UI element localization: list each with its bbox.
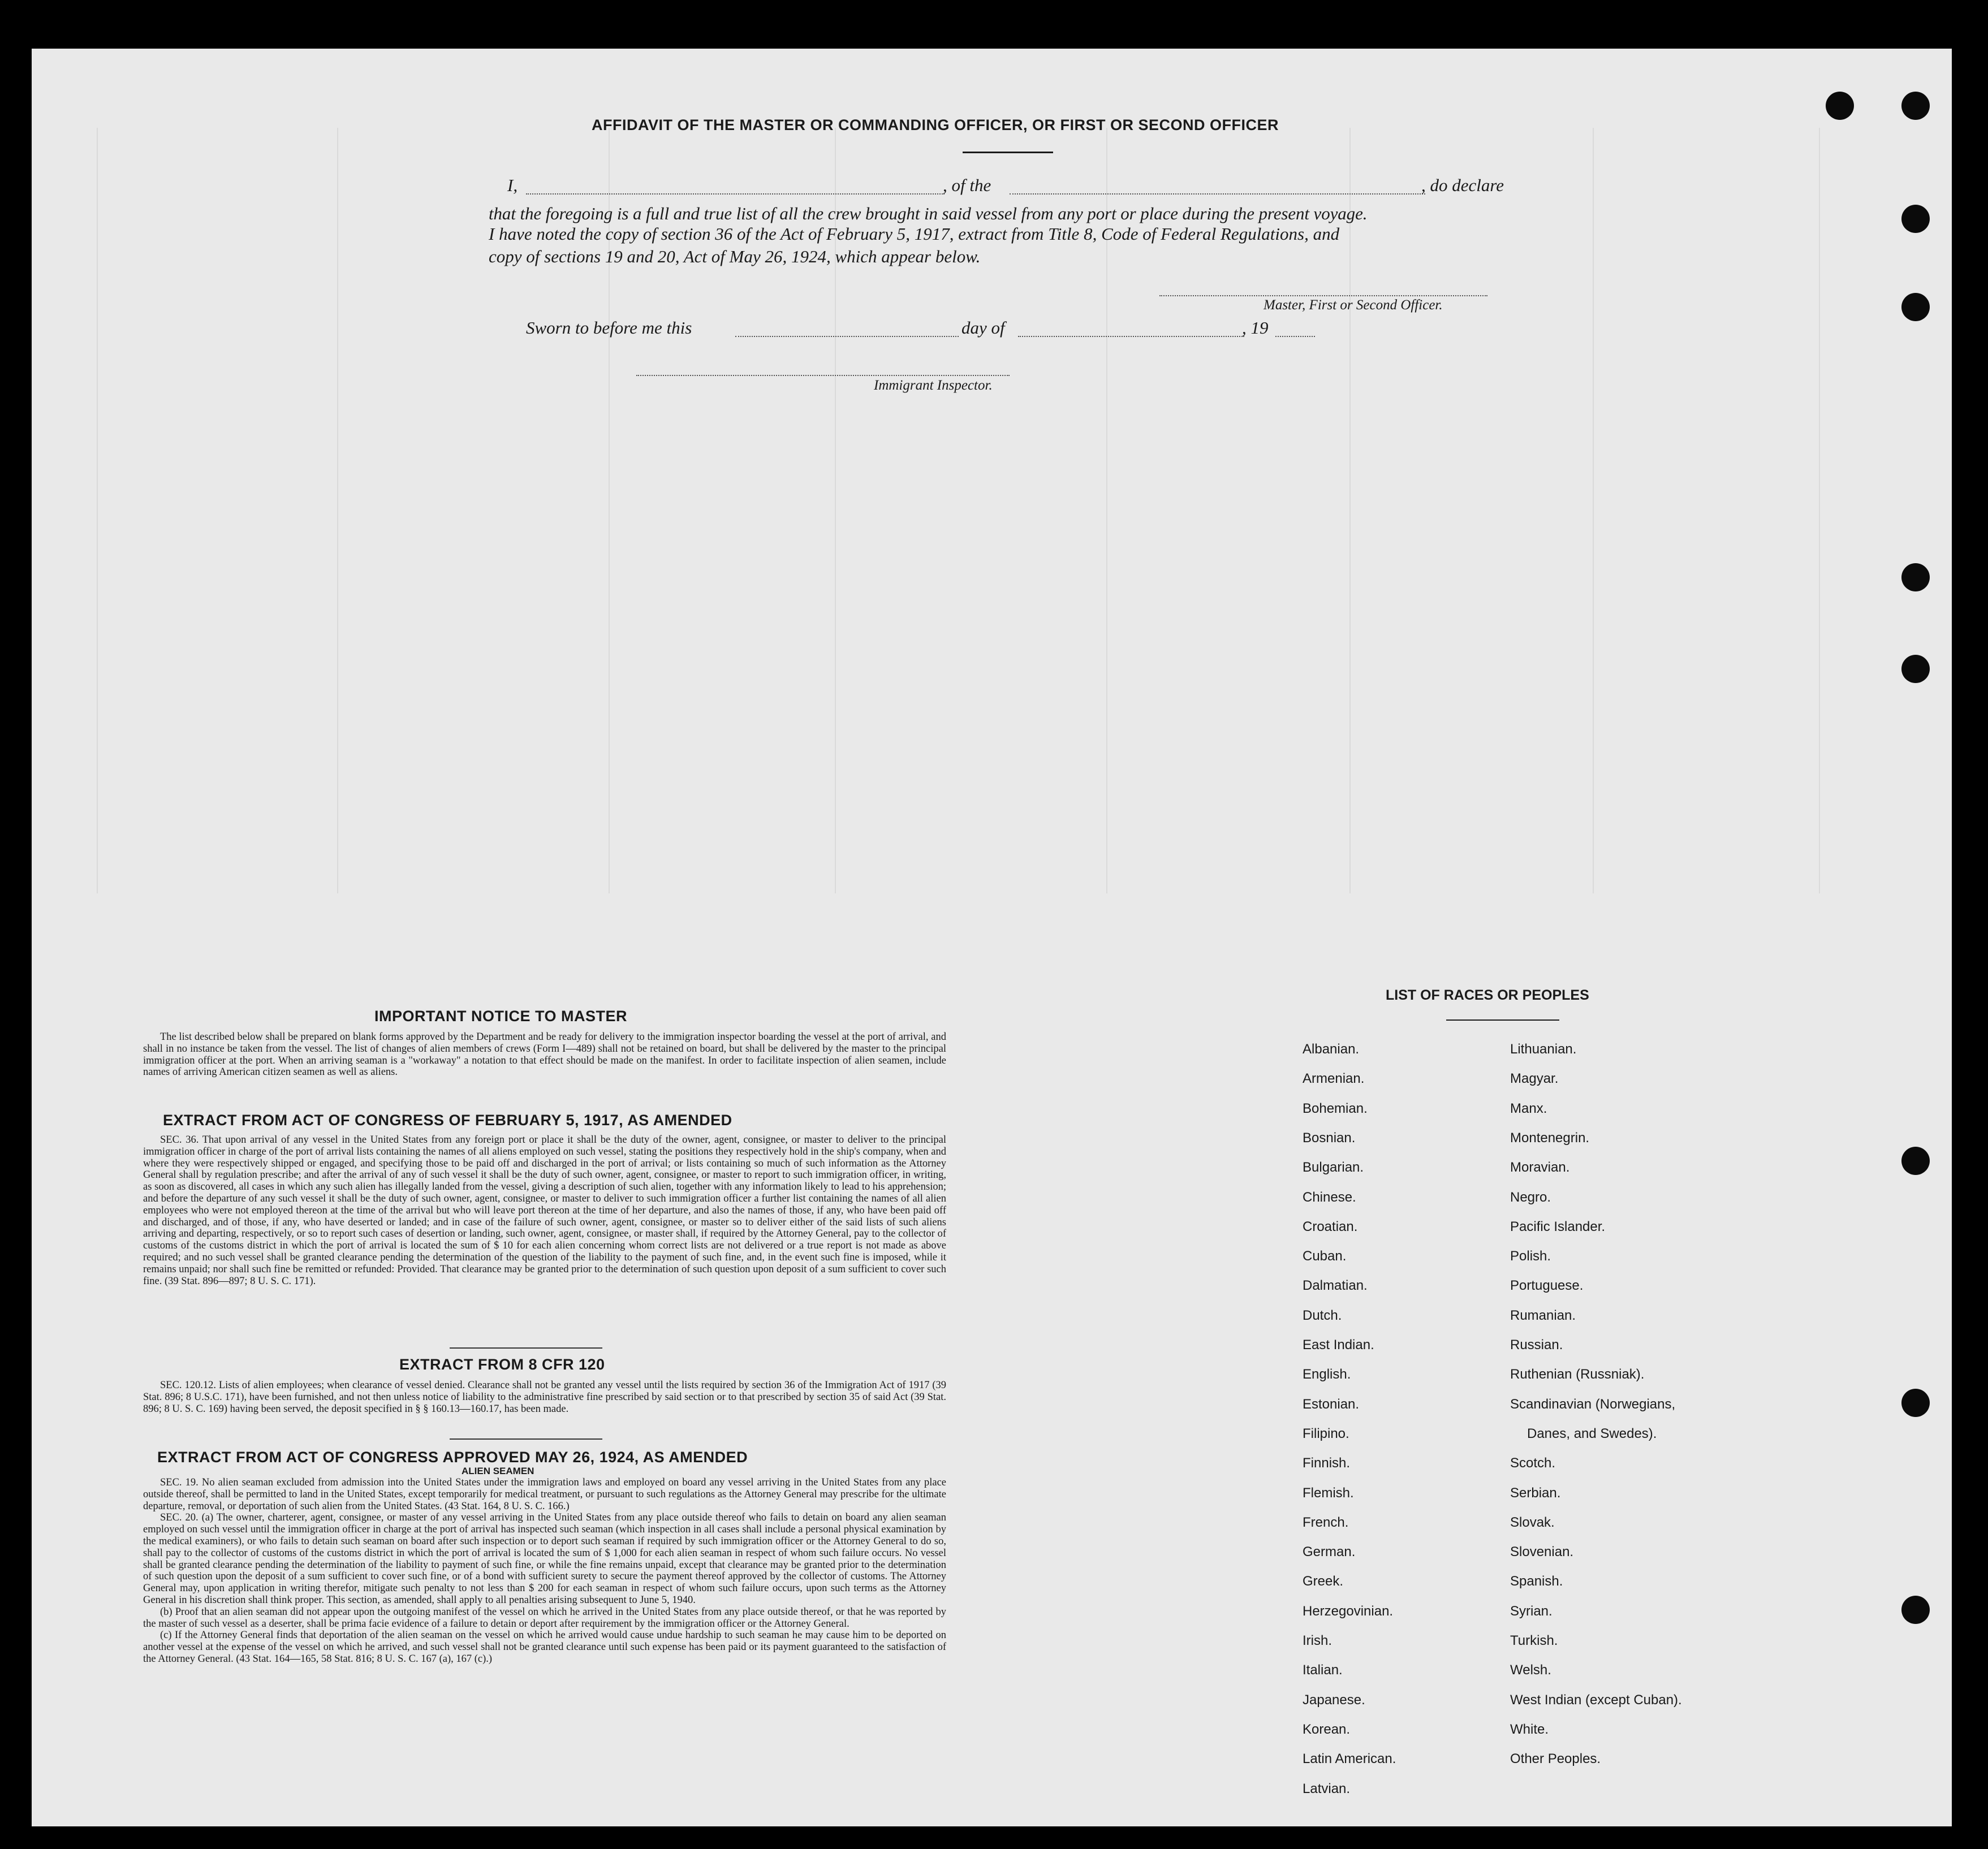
race-entry: Bulgarian.	[1303, 1160, 1364, 1176]
race-entry: Finnish.	[1303, 1455, 1351, 1471]
race-entry: Latin American.	[1303, 1751, 1396, 1767]
race-entry: Lithuanian.	[1510, 1042, 1577, 1057]
affidavit-title: AFFIDAVIT OF THE MASTER OR COMMANDING OFFICER, OR FIRST OR SECOND OFFICER	[592, 116, 1279, 133]
race-entry: Montenegrin.	[1510, 1130, 1590, 1146]
race-entry: Chinese.	[1303, 1189, 1356, 1205]
race-entry: Slovenian.	[1510, 1544, 1574, 1560]
race-entry: Croatian.	[1303, 1219, 1358, 1234]
race-entry: Italian.	[1303, 1662, 1343, 1678]
race-entry: German.	[1303, 1544, 1356, 1560]
inspector-signature-field[interactable]	[636, 375, 1010, 376]
race-entry: Magyar.	[1510, 1071, 1559, 1087]
punch-hole	[1901, 1596, 1930, 1624]
race-entry: Moravian.	[1510, 1160, 1570, 1176]
section-divider	[450, 1347, 602, 1349]
sworn-day-of: day of	[961, 318, 1005, 338]
declarant-name-field[interactable]	[526, 193, 945, 195]
race-entry: Manx.	[1510, 1100, 1547, 1116]
races-title: LIST OF RACES OR PEOPLES	[1386, 987, 1589, 1003]
notice-title: IMPORTANT NOTICE TO MASTER	[374, 1008, 627, 1025]
inspector-label: Immigrant Inspector.	[874, 378, 993, 393]
race-entry: Slovak.	[1510, 1514, 1555, 1530]
race-entry: Negro.	[1510, 1189, 1551, 1205]
notice-text	[143, 1031, 946, 1078]
sworn-year-prefix: , 19	[1242, 318, 1269, 338]
extract-1924-title: EXTRACT FROM ACT OF CONGRESS APPROVED MAY 26, 1924, AS AMENDED	[157, 1449, 748, 1466]
master-signature-field[interactable]	[1159, 295, 1487, 296]
notice-paragraph: The list described below shall be prepared on blank forms approved by the Department and be ready for delivery to the immigration inspector boarding the vessel at the port of arrival, and shall in no instance be taken from the vessel. The list of changes of alien members of crews (Form I—489) shall not be retained on board, but shall be delivered by the master to the principal immigration officer at the port. When an arriving seaman is a "workaway" a notation to that effect should be made on the manifest. In order to facilitate inspection of alien seamen, include names of arriving American citizen seamen as well as aliens.	[143, 1031, 946, 1078]
ghost-column-line	[337, 128, 338, 893]
punch-hole	[1901, 293, 1930, 321]
vessel-prefix: , of the	[943, 175, 991, 195]
race-entry: White.	[1510, 1721, 1549, 1737]
sec-20c-paragraph: (c) If the Attorney General finds that deportation of the alien seaman on the vessel on which he arrived would cause undue hardship to such seaman he may cause him to be deported on another vessel at the expense of the vessel on which he arrived, and such vessel shall not be granted clearance until such expense has been paid or its payment guaranteed to the satisfaction of the Attorney General. (43 Stat. 164—165, 58 Stat. 816; 8 U. S. C. 167 (a), 167 (c).)	[143, 1630, 946, 1665]
race-entry: Polish.	[1510, 1248, 1551, 1264]
affidavit-line-3: I have noted the copy of section 36 of the Act of February 5, 1917, extract from Title 8, Code of Federal Regulations, and	[489, 224, 1340, 244]
race-entry: Welsh.	[1510, 1662, 1551, 1678]
sworn-text: Sworn to before me this	[526, 318, 692, 338]
race-entry: English.	[1303, 1367, 1351, 1383]
sec-36-paragraph: SEC. 36. That upon arrival of any vessel in the United States from any foreign port or place it shall be the duty of the owner, agent, consignee, or master to deliver to the principal immigration officer in charge of the port of arrival lists containing the names of all aliens employed on such vessel, stating the positions they respectively hold in the ship's company, when and where they were respectively shipped or engaged, and specifying those to be paid off and discharged in the port of arrival; or lists containing so much of such information as the Attorney General shall by regulation prescribe; and after the arrival of any of such vessel it shall be the duty of such owner, agent, consignee, or master to report to such immigration officer, in writing, as soon as discovered, all cases in which any such alien has illegally landed from the vessel, giving a description of such alien, together with any information likely to lead to his apprehension; and before the departure of any such vessel it shall be the duty of such owner, agent, consignee, or master to deliver to such immigration officer a further list containing the names of all alien employees who were not employed thereon at the time of the arrival but who will leave port thereon at the time of her departure, and also the names of those, if any, who have been paid off and discharged, and of those, if any, who have deserted or landed; and in case of the failure of such owner, agent, consignee, or master so to deliver either of the said lists of such aliens arriving and departing, respectively, or so to report such cases of desertion or landing, such owner, agent, consignee, or master shall, if required by the Attorney General, pay to the collector of customs of the customs district in which the port of arrival is located the sum of $ 10 for each alien concerning whom correct lists are not delivered or a true report is not made as above required; and no such vessel shall be granted clearance pending the determination of the question of the liability to the payment of such fine, and, in the event such fine is imposed, while it remains unpaid; nor shall such fine be remitted or refunded: Provided. That clearance may be granted prior to the determination of such question upon deposit of a sum sufficient to cover such fine. (39 Stat. 896—897; 8 U. S. C. 171).	[143, 1134, 946, 1287]
race-entry: Ruthenian (Russniak).	[1510, 1367, 1645, 1383]
punch-hole	[1901, 1389, 1930, 1417]
race-entry: Dutch.	[1303, 1307, 1342, 1323]
race-entry: Dalmatian.	[1303, 1278, 1368, 1294]
section-divider	[450, 1438, 602, 1440]
sec-20b-paragraph: (b) Proof that an alien seaman did not appear upon the outgoing manifest of the vessel on which he arrived in the United States from any place outside thereof, or that he was reported by the master of such vessel as a deserter, shall be prima facie evidence of a failure to detain or deport after requirement by the immigration officer or the Attorney General.	[143, 1606, 946, 1630]
punch-hole	[1901, 92, 1930, 120]
race-entry: Spanish.	[1510, 1574, 1563, 1589]
race-entry: Danes, and Swedes).	[1527, 1425, 1657, 1441]
affidavit-line-4: copy of sections 19 and 20, Act of May 26, 1924, which appear below.	[489, 247, 981, 266]
race-entry: Scandinavian (Norwegians,	[1510, 1396, 1676, 1412]
race-entry: Russian.	[1510, 1337, 1563, 1353]
affidavit-line-2: that the foregoing is a full and true list of all the crew brought in said vessel from any port or place during the present voyage.	[489, 204, 1368, 223]
race-entry: Korean.	[1303, 1721, 1351, 1737]
ghost-column-line	[1593, 128, 1594, 893]
punch-hole	[1826, 92, 1854, 120]
race-entry: Japanese.	[1303, 1692, 1365, 1708]
race-entry: West Indian (except Cuban).	[1510, 1692, 1682, 1708]
race-entry: Other Peoples.	[1510, 1751, 1601, 1767]
ghost-column-line	[97, 128, 98, 893]
sworn-month-field[interactable]	[1018, 336, 1244, 337]
extract-1924-text	[143, 1477, 946, 1665]
race-entry: Rumanian.	[1510, 1307, 1576, 1323]
punch-hole	[1901, 563, 1930, 591]
title-underline	[963, 152, 1053, 153]
race-entry: Bosnian.	[1303, 1130, 1356, 1146]
races-title-underline	[1446, 1019, 1559, 1021]
declare-text: , do declare	[1421, 175, 1504, 195]
sworn-date-field[interactable]	[735, 336, 959, 337]
race-entry: Latvian.	[1303, 1781, 1351, 1796]
race-entry: Serbian.	[1510, 1485, 1561, 1501]
race-entry: French.	[1303, 1514, 1349, 1530]
ghost-column-line	[1349, 128, 1351, 893]
ghost-column-line	[1819, 128, 1820, 893]
race-entry: Estonian.	[1303, 1396, 1360, 1412]
race-entry: Portuguese.	[1510, 1278, 1584, 1294]
race-entry: Cuban.	[1303, 1248, 1347, 1264]
sworn-year-field[interactable]	[1275, 336, 1315, 337]
sec-120-paragraph: SEC. 120.12. Lists of alien employees; when clearance of vessel denied. Clearance shall not be granted any vessel until the lists required by section 36 of the Immigration Act of 1917 (39 Stat. 896; 8 U.S.C. 171), have been furnished, and not then unless notice of liability to the administrative fine prescribed by said section or to that prescribed by section 35 of said Act (39 Stat. 896; 8 U. S. C. 169) having been served, the deposit specified in § § 160.13—160.17, has been made.	[143, 1380, 946, 1415]
alien-seamen-subtitle: ALIEN SEAMEN	[462, 1466, 534, 1476]
sec-20a-paragraph: SEC. 20. (a) The owner, charterer, agent, consignee, or master of any vessel arriving in the United States from any place outside thereof who fails to detain on board any alien seaman employed on such vessel until the immigration officer in charge at the port of arrival has inspected such seaman (which inspection in all cases shall include a personal physical examination by the medical examiners), or who fails to detain such seaman on board after such inspection or to deport such seaman if required by such immigration officer or the Attorney General to do so, shall pay to the collector of customs of the customs district in which the port of arrival is located the sum of $ 1,000 for each alien seaman in respect of whom such failure occurs. No vessel shall be granted clearance pending the determination of the liability to payment of such fine, or while the fine remains unpaid, except that clearance may be granted prior to the determination of such question upon the deposit of a sum sufficient to cover such fine, or of a bond with sufficient surety to secure the payment thereof approved by the collector of customs. The Attorney General may, upon application in writing therefor, mitigate such penalty to not less than $ 200 for each seaman in respect of whom such failure occurs, upon such terms as the Attorney General in his discretion shall think proper. This section, as amended, shall apply to all penalties arising subsequent to June 5, 1940.	[143, 1512, 946, 1606]
race-entry: Turkish.	[1510, 1633, 1558, 1648]
punch-hole	[1901, 205, 1930, 233]
race-entry: Armenian.	[1303, 1071, 1365, 1087]
race-entry: Greek.	[1303, 1574, 1344, 1589]
master-signature-label: Master, First or Second Officer.	[1263, 297, 1443, 313]
sec-19-paragraph: SEC. 19. No alien seaman excluded from admission into the United States under the immigration laws and employed on board any vessel arriving in the United States from any place outside thereof, shall be permitted to land in the United States, except temporarily for medical treatment, or pursuant to such regulations as the Attorney General may prescribe for the ultimate departure, removal, or deportation of such alien from the United States. (43 Stat. 164, 8 U. S. C. 166.)	[143, 1477, 946, 1512]
race-entry: Filipino.	[1303, 1425, 1349, 1441]
race-entry: Scotch.	[1510, 1455, 1556, 1471]
race-entry: Herzegovinian.	[1303, 1603, 1394, 1619]
race-entry: Irish.	[1303, 1633, 1332, 1648]
extract-8cfr-text	[143, 1380, 946, 1415]
race-entry: Syrian.	[1510, 1603, 1553, 1619]
extract-8cfr-title: EXTRACT FROM 8 CFR 120	[399, 1356, 605, 1373]
race-entry: Pacific Islander.	[1510, 1219, 1606, 1234]
race-entry: East Indian.	[1303, 1337, 1374, 1353]
vessel-name-field[interactable]	[1010, 193, 1425, 195]
punch-hole	[1901, 655, 1930, 683]
race-entry: Bohemian.	[1303, 1100, 1368, 1116]
declarant-prefix: I,	[507, 175, 518, 195]
race-entry: Albanian.	[1303, 1042, 1360, 1057]
punch-hole	[1901, 1147, 1930, 1175]
extract-1917-text	[143, 1134, 946, 1287]
extract-1917-title: EXTRACT FROM ACT OF CONGRESS OF FEBRUARY 5, 1917, AS AMENDED	[163, 1112, 732, 1129]
race-entry: Flemish.	[1303, 1485, 1354, 1501]
